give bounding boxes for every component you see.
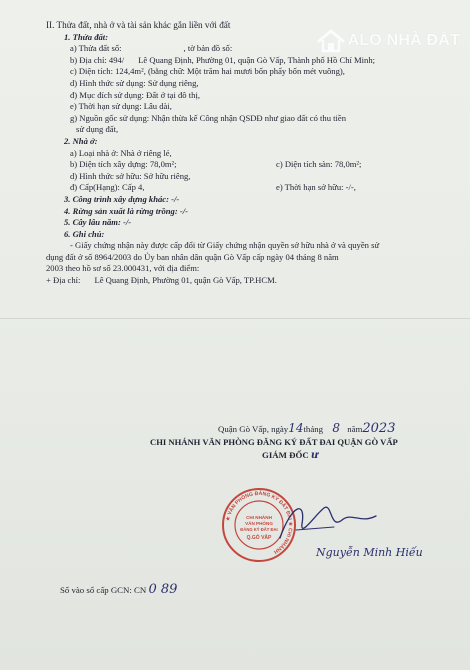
- year-label: năm: [347, 424, 363, 434]
- land-origin-cont: sử dụng đất,: [76, 124, 119, 135]
- house-type: a) Loại nhà ở: Nhà ở riêng lẻ,: [70, 147, 172, 158]
- house-term: e) Thời hạn sở hữu: -/-,: [276, 182, 356, 193]
- house-area-row: [46, 159, 446, 171]
- house-grade: đ) Cấp(Hạng): Cấp 4,: [70, 182, 145, 193]
- signer-title-text: GIÁM ĐỐC: [262, 450, 309, 460]
- land-area: c) Diện tích: 124,4m², (bằng chữ: Một trăm hai mươi bốn phẩy bốn mét vuông),: [70, 66, 345, 77]
- house-grade-row: [46, 182, 446, 194]
- month-label: tháng: [303, 424, 324, 434]
- address-label: b) Địa chỉ: 494/: [70, 54, 125, 65]
- fold-crease: [0, 318, 470, 319]
- land-heading: 1. Thửa đất:: [64, 31, 109, 42]
- notes-address-value: Lê Quang Định, Phường 01, quận Gò Vấp, TP.HCM.: [94, 275, 277, 286]
- certificate-label: Số vào sổ cấp GCN:: [60, 585, 132, 595]
- svg-text:★ VĂN PHÒNG ĐĂNG KÝ ĐẤT ĐAI ★: ★ VĂN PHÒNG ĐĂNG KÝ ĐẤT ĐAI ★ CHI NHÁNH: [225, 490, 294, 555]
- notes-address-label: + Địa chỉ:: [46, 275, 81, 286]
- other-works: 3. Công trình xây dựng khác: -/-: [64, 193, 180, 204]
- land-use-form: d) Hình thức sử dụng: Sử dụng riêng,: [70, 77, 199, 88]
- section-title: II. Thửa đất, nhà ở và tài sản khác gắn liền với đất: [46, 20, 231, 30]
- certificate-number-value: 0 89: [148, 582, 178, 597]
- house-floor-area: c) Diện tích sàn: 78,0m²;: [276, 159, 362, 170]
- sign-month: 8: [332, 421, 341, 435]
- house-heading: 2. Nhà ở:: [64, 135, 98, 146]
- svg-text:ĐĂNG KÝ ĐẤT ĐAI: ĐĂNG KÝ ĐẤT ĐAI: [240, 527, 278, 532]
- perennial-trees: 5. Cây lâu năm: -/-: [64, 217, 132, 228]
- signer-title: [262, 450, 318, 461]
- certificate-prefix: CN: [134, 585, 147, 595]
- forest: 4. Rừng sản xuất là rừng trồng: -/-: [64, 205, 188, 216]
- land-origin: g) Nguồn gốc sử dụng: Nhận thừa kế Công nhận QSDĐ như giao đất có thu tiền: [70, 112, 347, 123]
- place-date: [218, 421, 395, 436]
- land-parcel-line: [46, 43, 446, 55]
- sign-day: 14: [288, 421, 304, 435]
- notes-line-2: dụng đất ở số 8964/2003 do Ủy ban nhân dân quận Gò Vấp cấp ngày 04 tháng 8 năm: [46, 251, 339, 262]
- certificate-number: [60, 582, 177, 597]
- notes-line-4: [46, 275, 446, 287]
- sign-year: 2023: [362, 421, 396, 436]
- house-built-area: b) Diện tích xây dựng: 78,0m²;: [70, 159, 177, 170]
- land-address-line: [46, 55, 446, 67]
- issuing-office: CHI NHÁNH VĂN PHÒNG ĐĂNG KÝ ĐẤT ĐAI QUẬN GÒ VẤP: [150, 437, 398, 447]
- svg-text:Q.GÒ VẤP: Q.GÒ VẤP: [246, 535, 272, 541]
- svg-text:CHI NHÁNH: CHI NHÁNH: [246, 515, 272, 520]
- signer-name: Nguyễn Minh Hiếu: [316, 546, 423, 559]
- land-term: e) Thời hạn sử dụng: Lâu dài,: [70, 101, 172, 112]
- watermark-text: ALO NHÀ ĐẤT: [347, 32, 460, 49]
- notes-line-3: 2003 theo hồ sơ số 23.000431, với địa điểm:: [46, 263, 200, 274]
- place-prefix: Quận Gò Vấp, ngày: [218, 424, 289, 434]
- initial-mark: ư: [310, 450, 319, 461]
- notes-heading: 6. Ghi chú:: [64, 228, 105, 239]
- document-body: [46, 20, 446, 287]
- signature-scribble: [272, 494, 382, 550]
- address-value: Lê Quang Định, Phường 01, quận Gò Vấp, Thành phố Hồ Chí Minh;: [138, 54, 376, 65]
- svg-text:VĂN PHÒNG: VĂN PHÒNG: [245, 521, 273, 526]
- map-sheet-label: , tờ bản đồ số:: [183, 43, 233, 54]
- notes-line-1: - Giấy chứng nhận này được cấp đổi từ Giấy chứng nhận quyền sở hữu nhà ở và quyền sử: [70, 240, 380, 251]
- parcel-number-label: a) Thửa đất số:: [70, 43, 122, 54]
- land-purpose: đ) Mục đích sử dụng: Đất ở tại đô thị,: [70, 89, 200, 100]
- house-ownership: d) Hình thức sở hữu: Sở hữu riêng,: [70, 170, 191, 181]
